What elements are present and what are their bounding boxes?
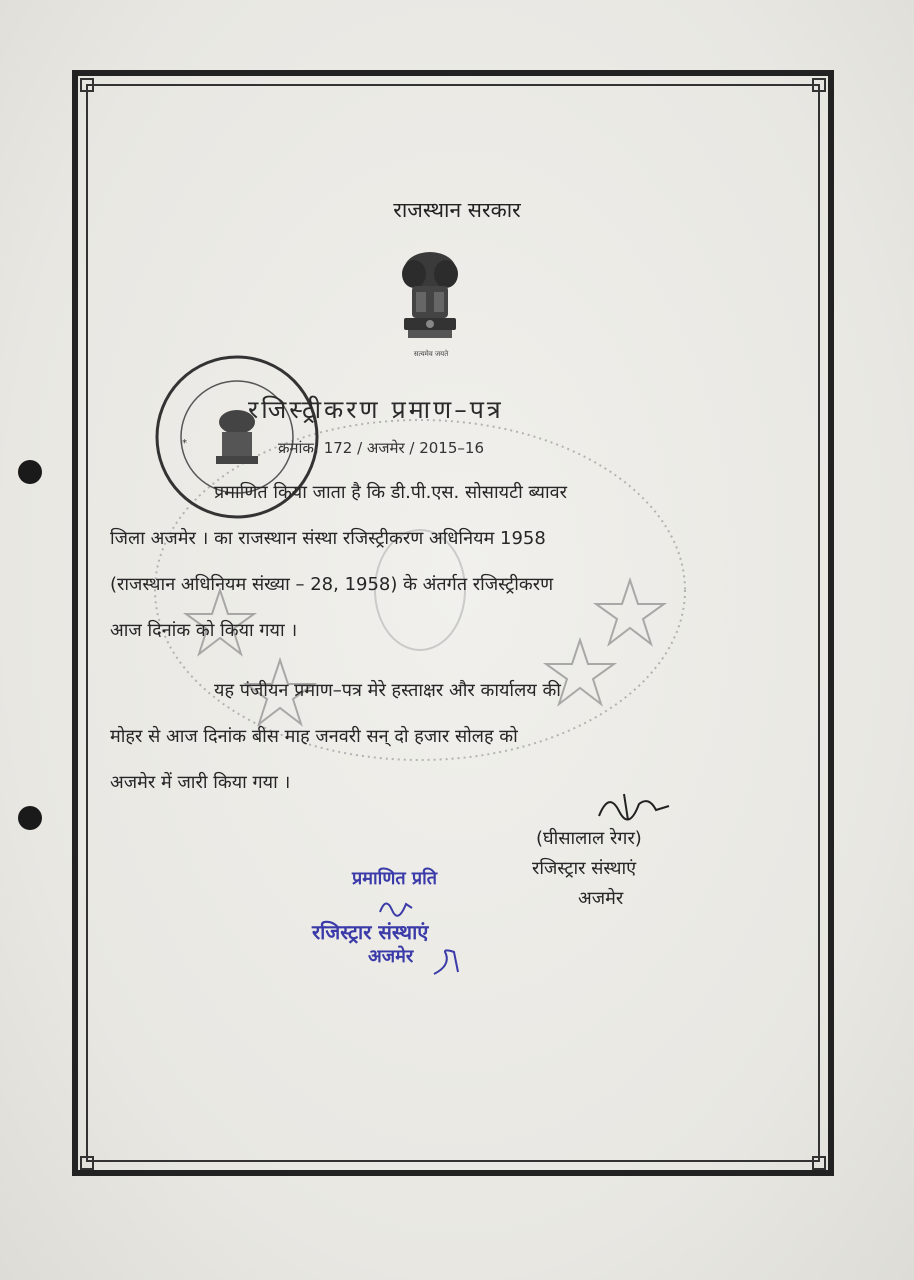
registrar-signature [594,786,674,826]
border-corner-tl [80,78,94,92]
national-emblem-icon [394,248,466,348]
signatory-designation: रजिस्ट्रार संस्थाएं [532,858,637,879]
punch-hole-top [18,460,42,484]
body-line-5: यह पंजीयन प्रमाण–पत्र मेरे हस्ताक्षर और कार्यालय की [214,680,561,701]
attestation-initial [430,946,464,980]
signatory-name: (घीसालाल रेगर) [536,828,642,849]
signatory-place: अजमेर [578,888,624,909]
svg-text:*: * [182,438,187,449]
certificate-number: क्रमांक: 172 / अजमेर / 2015–16 [278,439,484,457]
border-corner-br [812,1156,826,1170]
body-line-7: अजमेर में जारी किया गया । [110,772,291,793]
attestation-place: अजमेर [368,946,414,967]
border-corner-tr [812,78,826,92]
body-line-4: आज दिनांक को किया गया । [110,620,298,641]
attestation-signature [376,894,416,918]
emblem-motto: सत्यमेव जयते [413,350,449,358]
body-line-6: मोहर से आज दिनांक बीस माह जनवरी सन् दो हजार सोलह को [110,726,518,747]
body-line-1: प्रमाणित किया जाता है कि डी.पी.एस. सोसायटी ब्यावर [214,482,568,503]
body-line-2: जिला अजमेर । का राजस्थान संस्था रजिस्ट्रीकरण अधिनियम 1958 [110,528,546,549]
punch-hole-bottom [18,806,42,830]
attestation-designation: रजिस्ट्रार संस्थाएं [312,920,429,944]
body-line-3: (राजस्थान अधिनियम संख्या – 28, 1958) के अंतर्गत रजिस्ट्रीकरण [110,574,554,595]
government-title: राजस्थान सरकार [393,198,521,222]
attestation-heading: प्रमाणित प्रति [352,868,438,889]
certificate-title: रजिस्ट्रीकरण प्रमाण–पत्र [248,395,504,424]
border-corner-bl [80,1156,94,1170]
